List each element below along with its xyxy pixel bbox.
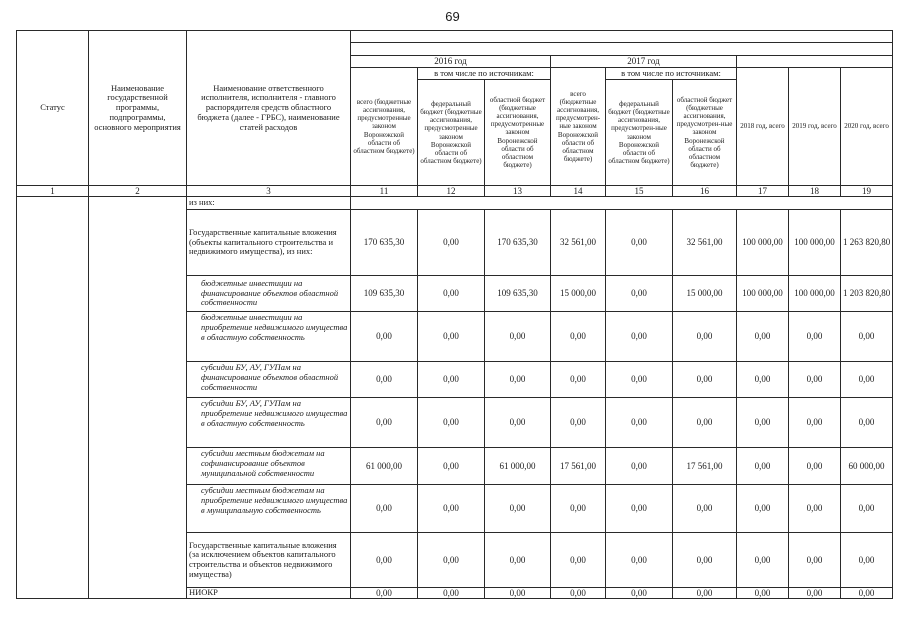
- value-cell: 0,00: [418, 533, 485, 588]
- value-cell: 0,00: [673, 485, 737, 533]
- value-cell: 0,00: [351, 533, 418, 588]
- header-2018: 2018 год, всего: [737, 68, 789, 186]
- header-regional-2017: областной бюджет (бюджетные ассигнования, предусмотрен-ные законом Воронежской области об областном бюджете): [673, 80, 737, 186]
- value-cell: 0,00: [737, 362, 789, 398]
- value-cell: 0,00: [418, 276, 485, 312]
- value-cell: 0,00: [606, 398, 673, 448]
- column-number: 11: [351, 186, 418, 197]
- value-cell: 0,00: [789, 485, 841, 533]
- value-cell: 0,00: [673, 312, 737, 362]
- value-cell: 0,00: [351, 398, 418, 448]
- value-cell: 0,00: [418, 588, 485, 599]
- table-row: [17, 197, 893, 210]
- row-label: субсидии БУ, АУ, ГУПам на приобретение недвижимого имущества в областную собственность: [187, 398, 351, 448]
- row-label: субсидии БУ, АУ, ГУПам на финансирование объектов областной собственности: [187, 362, 351, 398]
- value-cell: 0,00: [673, 588, 737, 599]
- value-cell: 15 000,00: [551, 276, 606, 312]
- value-cell: 0,00: [418, 398, 485, 448]
- value-cell: 0,00: [418, 448, 485, 485]
- value-cell: 109 635,30: [351, 276, 418, 312]
- value-cell: 0,00: [351, 485, 418, 533]
- value-cell: 0,00: [418, 210, 485, 276]
- value-cell: 0,00: [418, 485, 485, 533]
- row-label: субсидии местным бюджетам на приобретение недвижимого имущества в муниципальную собственность: [187, 485, 351, 533]
- header-sources-2017: в том числе по источникам:: [606, 68, 737, 80]
- header-year-2017: 2017 год: [551, 56, 737, 68]
- value-cell: 0,00: [485, 398, 551, 448]
- header-2019: 2019 год, всего: [789, 68, 841, 186]
- value-cell: 0,00: [551, 588, 606, 599]
- value-cell: 61 000,00: [351, 448, 418, 485]
- column-number-row: [17, 186, 893, 197]
- header-blank-later-years: [737, 56, 893, 68]
- row-label: бюджетные инвестиции на финансирование объектов областной собственности: [187, 276, 351, 312]
- row-empty-values: [351, 197, 893, 210]
- value-cell: 0,00: [551, 362, 606, 398]
- column-number: 12: [418, 186, 485, 197]
- value-cell: 0,00: [418, 312, 485, 362]
- header-blank-row-1: [351, 31, 893, 43]
- value-cell: 0,00: [606, 448, 673, 485]
- value-cell: 109 635,30: [485, 276, 551, 312]
- value-cell: 0,00: [351, 312, 418, 362]
- header-total-2017: всего (бюджетные ассигнования, предусмотрен-ные законом Воронежской области об областном бюджете): [551, 68, 606, 186]
- row-label: НИОКР: [187, 588, 351, 599]
- header-status: Статус: [17, 31, 89, 186]
- value-cell: 0,00: [485, 362, 551, 398]
- column-number: 18: [789, 186, 841, 197]
- value-cell: 0,00: [351, 362, 418, 398]
- value-cell: 1 263 820,80: [841, 210, 893, 276]
- value-cell: 0,00: [418, 362, 485, 398]
- header-year-2016: 2016 год: [351, 56, 551, 68]
- value-cell: 170 635,30: [351, 210, 418, 276]
- header-federal-2016: федеральный бюджет (бюджетные ассигнования, предусмотренные законом Воронежской области об областном бюджете): [418, 80, 485, 186]
- column-number: 2: [89, 186, 187, 197]
- value-cell: 0,00: [551, 533, 606, 588]
- value-cell: 32 561,00: [551, 210, 606, 276]
- header-executor: Наименование ответственного исполнителя, исполнителя - главного распорядителя средств областного бюджета (далее - ГРБС), наименование статей расходов: [187, 31, 351, 186]
- value-cell: 0,00: [606, 210, 673, 276]
- value-cell: 0,00: [606, 588, 673, 599]
- header-2020: 2020 год, всего: [841, 68, 893, 186]
- value-cell: 0,00: [841, 485, 893, 533]
- page-number: 69: [445, 9, 460, 24]
- column-number: 14: [551, 186, 606, 197]
- value-cell: 0,00: [737, 448, 789, 485]
- row-label: Государственные капитальные вложения (объекты капитального строительства и недвижимого имущества), из них:: [187, 210, 351, 276]
- value-cell: 0,00: [841, 398, 893, 448]
- row-label: из них:: [187, 197, 351, 210]
- value-cell: 0,00: [841, 312, 893, 362]
- value-cell: 0,00: [606, 276, 673, 312]
- header-sources-2016: в том числе по источникам:: [418, 68, 551, 80]
- value-cell: 0,00: [789, 448, 841, 485]
- value-cell: 0,00: [551, 485, 606, 533]
- value-cell: 61 000,00: [485, 448, 551, 485]
- header-total-2016: всего (бюджетные ассигнования, предусмотренные законом Воронежской области об областном бюджете): [351, 68, 418, 186]
- value-cell: 0,00: [789, 362, 841, 398]
- row-label: бюджетные инвестиции на приобретение недвижимого имущества в областную собственность: [187, 312, 351, 362]
- value-cell: 0,00: [789, 398, 841, 448]
- value-cell: 0,00: [673, 533, 737, 588]
- value-cell: 0,00: [737, 485, 789, 533]
- header-federal-2017: федеральный бюджет (бюджетные ассигнования, предусмотрен-ные законом Воронежской области об областном бюджете): [606, 80, 673, 186]
- program-cell: [89, 197, 187, 599]
- column-number: 3: [187, 186, 351, 197]
- value-cell: 32 561,00: [673, 210, 737, 276]
- value-cell: 0,00: [789, 312, 841, 362]
- value-cell: 0,00: [789, 588, 841, 599]
- value-cell: 0,00: [551, 312, 606, 362]
- value-cell: 17 561,00: [551, 448, 606, 485]
- column-number: 16: [673, 186, 737, 197]
- value-cell: 100 000,00: [789, 210, 841, 276]
- header-regional-2016: областной бюджет (бюджетные ассигнования, предусмотренные законом Воронежской области об областном бюджете): [485, 80, 551, 186]
- value-cell: 0,00: [485, 312, 551, 362]
- value-cell: 100 000,00: [789, 276, 841, 312]
- value-cell: 0,00: [789, 533, 841, 588]
- value-cell: 1 203 820,80: [841, 276, 893, 312]
- budget-table: [16, 30, 893, 599]
- column-number: 13: [485, 186, 551, 197]
- value-cell: 0,00: [606, 485, 673, 533]
- value-cell: 0,00: [351, 588, 418, 599]
- value-cell: 0,00: [485, 533, 551, 588]
- row-label: Государственные капитальные вложения (за исключением объектов капитального строительства и объектов недвижимого имущества): [187, 533, 351, 588]
- value-cell: 0,00: [841, 362, 893, 398]
- value-cell: 170 635,30: [485, 210, 551, 276]
- value-cell: 0,00: [737, 312, 789, 362]
- value-cell: 17 561,00: [673, 448, 737, 485]
- value-cell: 0,00: [841, 533, 893, 588]
- value-cell: 0,00: [485, 588, 551, 599]
- value-cell: 15 000,00: [673, 276, 737, 312]
- value-cell: 0,00: [606, 533, 673, 588]
- column-number: 15: [606, 186, 673, 197]
- column-number: 19: [841, 186, 893, 197]
- header-blank-row-2: [351, 43, 893, 56]
- value-cell: 0,00: [551, 398, 606, 448]
- value-cell: 0,00: [673, 398, 737, 448]
- value-cell: 0,00: [841, 588, 893, 599]
- row-label: субсидии местным бюджетам на софинансирование объектов муниципальной собственности: [187, 448, 351, 485]
- value-cell: 0,00: [673, 362, 737, 398]
- value-cell: 0,00: [737, 588, 789, 599]
- value-cell: 100 000,00: [737, 276, 789, 312]
- header-program-name: Наименование государственной программы, подпрограммы, основного мероприятия: [89, 31, 187, 186]
- value-cell: 0,00: [606, 312, 673, 362]
- value-cell: 100 000,00: [737, 210, 789, 276]
- value-cell: 0,00: [606, 362, 673, 398]
- value-cell: 0,00: [737, 533, 789, 588]
- column-number: 1: [17, 186, 89, 197]
- status-cell: [17, 197, 89, 599]
- value-cell: 0,00: [737, 398, 789, 448]
- column-number: 17: [737, 186, 789, 197]
- value-cell: 0,00: [485, 485, 551, 533]
- value-cell: 60 000,00: [841, 448, 893, 485]
